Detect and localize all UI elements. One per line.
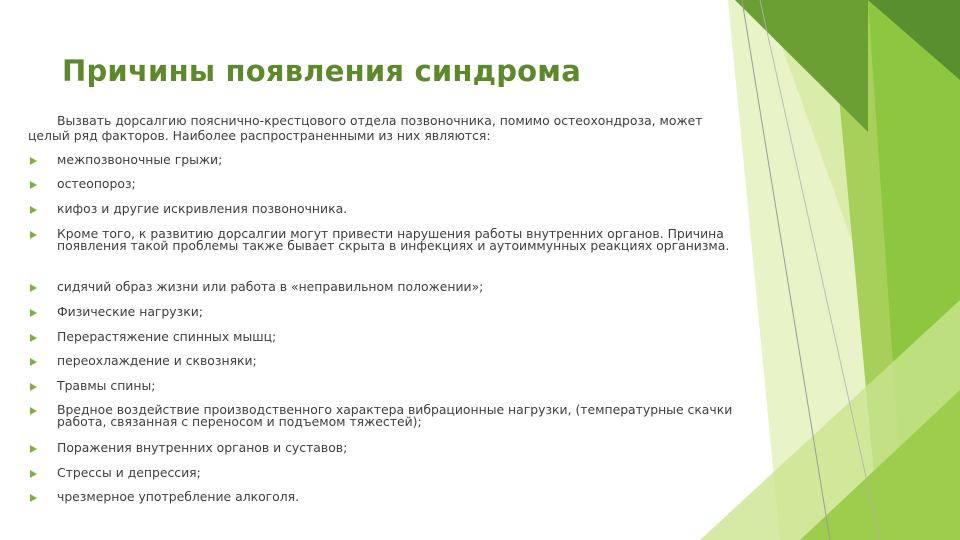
bullet-arrow-icon — [30, 231, 37, 239]
list-item-text: остеопороз; — [57, 176, 136, 191]
list-item-text: чрезмерное употребление алкоголя. — [57, 489, 300, 504]
bullet-arrow-icon — [30, 407, 37, 415]
bullet-arrow-icon — [30, 470, 37, 478]
slide-title: Причины появления синдрома — [62, 54, 581, 88]
list-item-text: Перерастяжение спинных мышц; — [57, 329, 277, 344]
bullet-arrow-icon — [30, 445, 37, 453]
list-item-text: Стрессы и депрессия; — [57, 465, 201, 480]
list-item-text: кифоз и другие искривления позвоночника. — [57, 201, 348, 216]
list-item-text: сидячий образ жизни или работа в «неправильном положении»; — [57, 279, 484, 294]
list-item-text: межпозвоночные грыжи; — [57, 152, 223, 167]
bullet-arrow-icon — [30, 494, 37, 502]
bullet-arrow-icon — [30, 157, 37, 165]
intro-paragraph: Вызвать дорсалгию пояснично-крестцового отдела позвоночника, помимо остеохондроза, может целый ряд факторов. Наиболее распространенными из них являются: — [28, 113, 703, 143]
list-item-text: Поражения внутренних органов и суставов; — [57, 440, 348, 455]
list-item-text: переохлаждение и сквозняки; — [57, 353, 257, 368]
bullet-arrow-icon — [30, 181, 37, 189]
list-item-text: Кроме того, к развитию дорсалгии могут привести нарушения работы внутренних органов. Причина появления такой проблемы также бывает скрыта в инфекциях и аутоиммунных реакциях организма. — [57, 226, 730, 253]
bullet-arrow-icon — [30, 334, 37, 342]
bullet-arrow-icon — [30, 309, 37, 317]
list-item-text: Травмы спины; — [57, 378, 156, 393]
bullet-arrow-icon — [30, 284, 37, 292]
list-item-text: Физические нагрузки; — [57, 304, 203, 319]
list-item-text: Вредное воздействие производственного характера вибрационные нагрузки, (температурные скачки работа, связанная с переносом и подъемом тяжестей); — [57, 402, 733, 429]
bullet-arrow-icon — [30, 358, 37, 366]
bullet-arrow-icon — [30, 383, 37, 391]
bullet-arrow-icon — [30, 206, 37, 214]
